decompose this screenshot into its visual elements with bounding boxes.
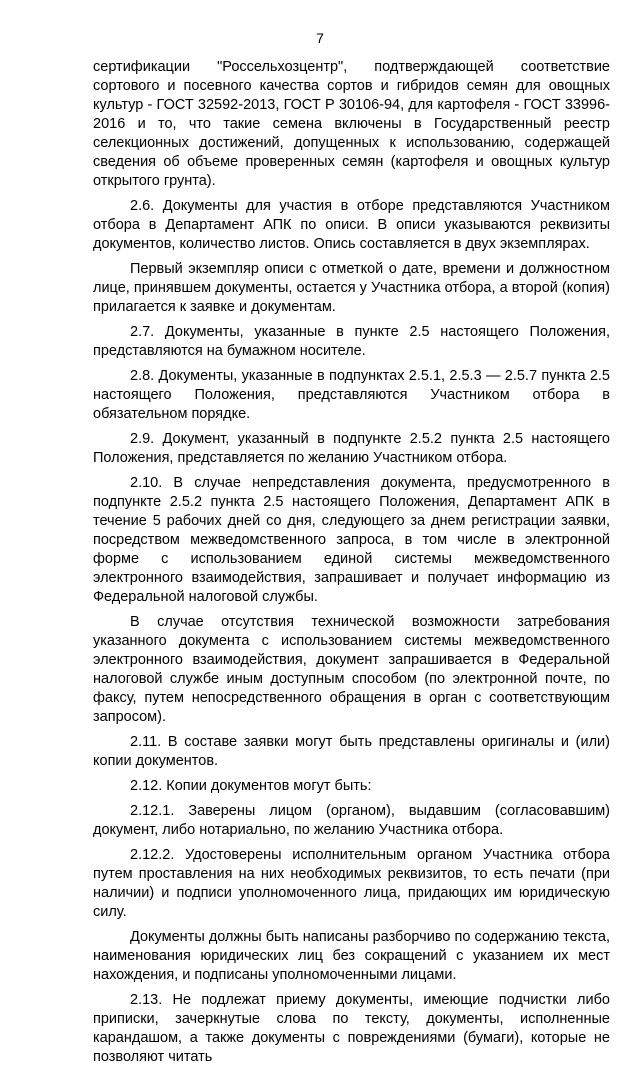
paragraph-2-8: 2.8. Документы, указанные в подпунктах 2.5.1, 2.5.3 — 2.5.7 пункта 2.5 настоящего Положения, представляются Участником отбора в обязательном порядке. <box>93 368 610 422</box>
paragraph-continuation-certification: сертификации "Россельхозцентр", подтверждающей соответствие сортового и посевного качества сортов и гибридов семян для овощных культур - ГОСТ 32592-2013, ГОСТ Р 30106-94, для картофеля - ГОСТ 33996-2016 и то, что такие семена включены в Государственный реестр селекционных достижений, допущенных к использованию, содержащей сведения об объеме проверенных семян (картофеля и овощных культур открытого грунта). <box>93 59 610 189</box>
paragraph-documents-legible: Документы должны быть написаны разборчиво по содержанию текста, наименования юридических лиц без сокращений с указанием их мест нахождения, и подписаны уполномоченными лицами. <box>93 929 610 983</box>
paragraph-2-12-1: 2.12.1. Заверены лицом (органом), выдавшим (согласовавшим) документ, либо нотариально, по желанию Участника отбора. <box>93 803 610 838</box>
paragraph-2-12: 2.12. Копии документов могут быть: <box>130 778 372 794</box>
paragraph-2-11: 2.11. В составе заявки могут быть представлены оригиналы и (или) копии документов. <box>93 734 610 769</box>
paragraph-2-6: 2.6. Документы для участия в отборе представляются Участником отбора в Департамент АПК по описи. В описи указываются реквизиты документов, количество листов. Опись составляется в двух экземплярах. <box>93 198 610 252</box>
paragraph-2-12-2: 2.12.2. Удостоверены исполнительным органом Участника отбора путем проставления на них необходимых реквизитов, то есть печати (при наличии) и подписи уполномоченного лица, придающих им юридическую силу. <box>93 847 610 920</box>
document-body <box>93 58 610 1073</box>
paragraph-2-10: 2.10. В случае непредставления документа, предусмотренного в подпункте 2.5.2 пункта 2.5 настоящего Положения, Департамент АПК в течение 5 рабочих дней со дня, следующего за днем регистрации заявки, посредством межведомственного запроса, в том числе в электронной форме с использованием единой системы межведомственного электронного взаимодействия, запрашивает и получает информацию из Федеральной налоговой службы. <box>93 475 610 605</box>
paragraph-inventory-copy: Первый экземпляр описи с отметкой о дате, времени и должностном лице, принявшем документы, остается у Участника отбора, а второй (копия) прилагается к заявке и документам. <box>93 261 610 315</box>
paragraph-2-7: 2.7. Документы, указанные в пункте 2.5 настоящего Положения, представляются на бумажном носителе. <box>93 324 610 359</box>
paragraph-no-technical-possibility: В случае отсутствия технической возможности затребования указанного документа с использованием системы межведомственного электронного взаимодействия, документ запрашивается в Федеральной налоговой службе иным доступным способом (по электронной почте, по факсу, путем непосредственного обращения в орган с соответствующим запросом). <box>93 614 610 725</box>
page-number: 7 <box>316 30 324 46</box>
paragraph-2-9: 2.9. Документ, указанный в подпункте 2.5.2 пункта 2.5 настоящего Положения, представляется по желанию Участником отбора. <box>93 431 610 466</box>
paragraph-2-13: 2.13. Не подлежат приему документы, имеющие подчистки либо приписки, зачеркнутые слова по тексту, документы, исполненные карандашом, а также документы с повреждениями (бумаги), которые не позволяют читать <box>93 992 610 1065</box>
